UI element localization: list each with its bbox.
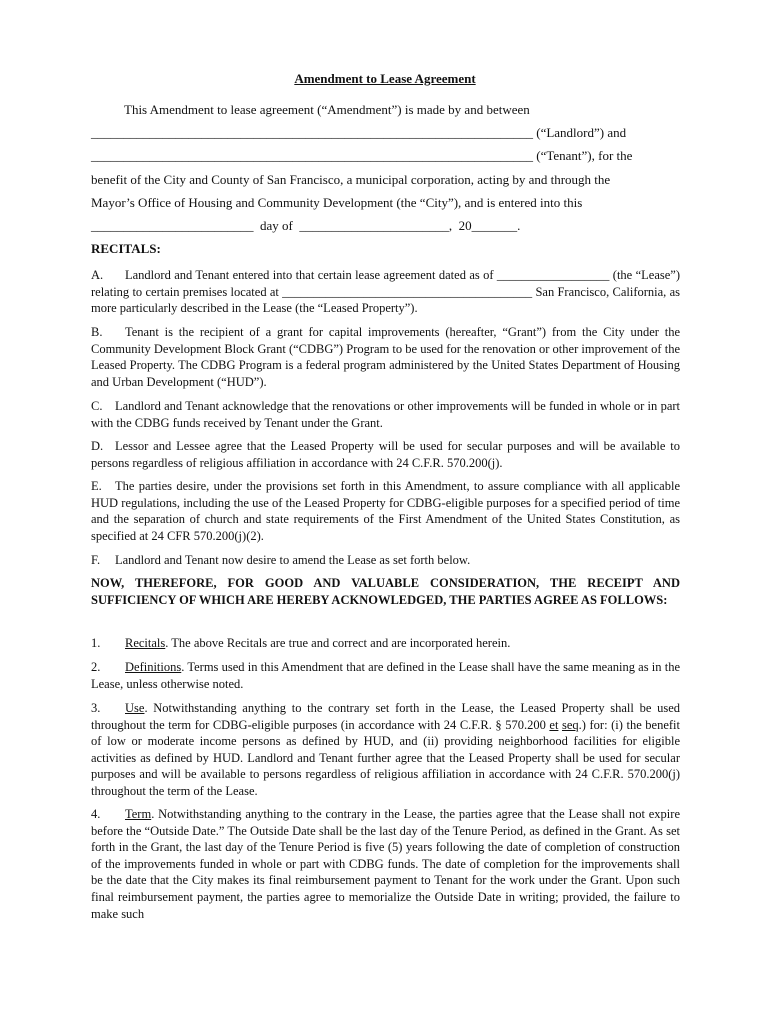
recitals-heading: RECITALS: bbox=[91, 241, 161, 256]
section-heading: Term bbox=[125, 807, 152, 821]
section-number: 3. bbox=[91, 701, 101, 715]
landlord-line bbox=[91, 125, 626, 141]
recital-label: B. bbox=[91, 325, 103, 339]
section-number: 2. bbox=[91, 660, 101, 674]
section-heading: Use bbox=[125, 701, 145, 715]
document-title: Amendment to Lease Agreement bbox=[294, 71, 476, 86]
seq-text: seq bbox=[561, 717, 579, 732]
recital-text: Tenant is the recipient of a grant for capital improvements (hereafter, “Grant”) from the City under the Community Development Block Grant (“CDBG”) Program to be used for the renovation or other improvement of the Leased Property. The CDBG Program is a federal program administered by the United States Department of Housing and Urban Development (“HUD”). bbox=[91, 325, 680, 389]
intro-line: benefit of the City and County of San Francisco, a municipal corporation, acting by and through the bbox=[91, 172, 611, 187]
recital-a bbox=[91, 267, 680, 317]
section-1 bbox=[91, 635, 680, 652]
recital-e bbox=[91, 478, 680, 544]
section-text: . Notwithstanding anything to the contrary in the Lease, the parties agree that the Lease shall not expire before the “Outside Date.” The Outside Date shall be the last day of the Tenure Period, as defined in the Grant. As set forth in the Grant, the last day of the Tenure Period is five (5) years following the date of completion of construction of the improvements funded in whole or part with CDBG funds. The date of completion for the improvements shall be the date that the City makes its final reimbursement payment to Tenant for the work under the Grant. Upon such final reimbursement payment, the parties agree to memorialize the Outside Date in writing; provided, the failure to make such bbox=[91, 807, 680, 921]
consideration-clause: NOW, THEREFORE, FOR GOOD AND VALUABLE CONSIDERATION, THE RECEIPT AND SUFFICIENCY OF WHICH ARE HEREBY ACKNOWLEDGED, THE PARTIES AGREE AS FOLLOWS: bbox=[91, 576, 680, 607]
section-number: 1. bbox=[91, 636, 101, 650]
tenant-blank: ____________________________________________________________________ bbox=[91, 148, 533, 163]
intro-line: Mayor’s Office of Housing and Community Development (the “City”), and is entered into this bbox=[91, 195, 583, 210]
recital-label: C. bbox=[91, 399, 103, 413]
intro-line: This Amendment to lease agreement (“Amendment”) is made by and between bbox=[124, 102, 530, 117]
landlord-label: (“Landlord”) and bbox=[533, 125, 627, 140]
recital-b bbox=[91, 324, 680, 390]
section-text: .) for: (i) the benefit of low or moderate income persons as defined by HUD, and (ii) providing neighborhood facilities for eligible activities as defined by HUD. Landlord and Tenant further agree that the Leased Property shall be used for secular purposes and will be available to persons regardless of religious affiliation in accordance with 24 C.F.R. 570.200(j) throughout the term of the Lease. bbox=[91, 717, 681, 798]
recital-label: F. bbox=[91, 553, 101, 567]
recital-text: Landlord and Tenant acknowledge that the renovations or other improvements will be funded in whole or in part with the CDBG funds received by Tenant under the Grant. bbox=[91, 399, 680, 430]
recital-label: D. bbox=[91, 439, 104, 453]
section-text: . The above Recitals are true and correct and are incorporated herein. bbox=[165, 636, 511, 650]
recital-d bbox=[91, 438, 680, 471]
section-text: . Terms used in this Amendment that are defined in the Lease shall have the same meaning as in the Lease, unless otherwise noted. bbox=[91, 660, 680, 691]
recital-c bbox=[91, 398, 680, 431]
section-number: 4. bbox=[91, 807, 101, 821]
tenant-line bbox=[91, 148, 632, 164]
section-heading: Definitions bbox=[125, 660, 182, 674]
section-3 bbox=[91, 700, 680, 800]
tenant-label: (“Tenant”), for the bbox=[533, 148, 633, 163]
recital-label: A. bbox=[91, 268, 104, 282]
recital-text: Landlord and Tenant entered into that certain lease agreement dated as of __________________ (the “Lease”) relating to certain premises located at ________________________________________ San Francisco, California, as more particularly described in the Lease (the “Leased Property”). bbox=[91, 268, 680, 316]
date-line: _________________________ day of _______________________, 20_______. bbox=[91, 218, 521, 233]
landlord-blank: ____________________________________________________________________ bbox=[91, 125, 533, 140]
recital-label: E. bbox=[91, 479, 102, 493]
recital-text: Lessor and Lessee agree that the Leased Property will be used for secular purposes and will be available to persons regardless of religious affiliation in accordance with 24 C.F.R. 570.200(j). bbox=[91, 439, 680, 470]
recital-text: The parties desire, under the provisions set forth in this Amendment, to assure compliance with all applicable HUD regulations, including the use of the Leased Property for CDBG-eligible purposes for a specified period of time and the separation of church and state requirements of the First Amendment of the United States Constitution, as specified at 24 CFR 570.200(j)(2). bbox=[91, 479, 680, 543]
section-4 bbox=[91, 806, 680, 922]
recital-f bbox=[91, 552, 680, 569]
section-heading: Recitals bbox=[125, 636, 166, 650]
section-text: . Notwithstanding anything to the contrary set forth in the Lease, the Leased Property shall be used throughout the term for CDBG-eligible purposes (in accordance with 24 C.F.R. § 570.200 bbox=[91, 701, 680, 732]
recital-text: Landlord and Tenant now desire to amend the Lease as set forth below. bbox=[115, 553, 471, 567]
section-2 bbox=[91, 659, 680, 692]
et-text: et bbox=[549, 717, 559, 732]
